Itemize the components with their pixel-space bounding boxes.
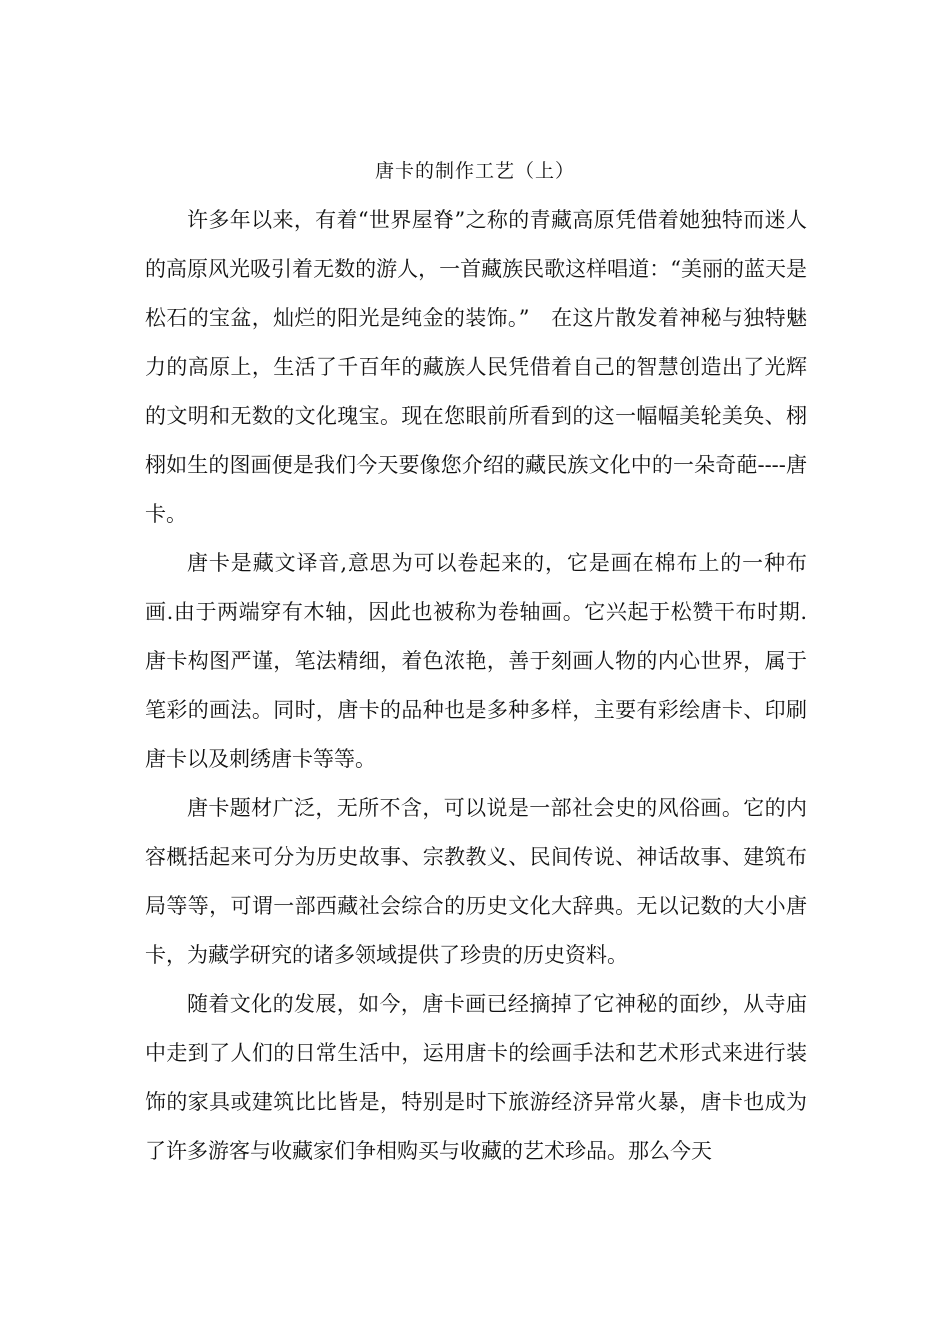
document-title: 唐卡的制作工艺（上）	[374, 160, 575, 182]
paragraph-intro: 许多年以来，有着“世界屋脊”之称的青藏高原凭借着她独特而迷人的高原风光吸引着无数的游人，一首藏族民歌这样唱道：“美丽的蓝天是松石的宝盆，灿烂的阳光是纯金的装饰。” 在这片散发着神秘与独特魅力的高原上，生活了千百年的藏族人民凭借着自己的智慧创造出了光辉的文明和无数的文化瑰宝。现在您眼前所看到的这一幅幅美轮美奂、栩栩如生的图画便是我们今天要像您介绍的藏民族文化中的一朵奇葩----唐卡。	[145, 208, 807, 526]
paragraph-subjects: 唐卡题材广泛，无所不含，可以说是一部社会史的风俗画。它的内容概括起来可分为历史故事、宗教教义、民间传说、神话故事、建筑布局等等，可谓一部西藏社会综合的历史文化大辞典。无以记数的大小唐卡，为藏学研究的诸多领域提供了珍贵的历史资料。	[145, 796, 807, 967]
paragraph-development: 随着文化的发展，如今，唐卡画已经摘掉了它神秘的面纱，从寺庙中走到了人们的日常生活中，运用唐卡的绘画手法和艺术形式来进行装饰的家具或建筑比比皆是，特别是时下旅游经济异常火暴，唐卡也成为了许多游客与收藏家们争相购买与收藏的艺术珍品。那么今天	[145, 992, 807, 1163]
paragraph-definition: 唐卡是藏文译音,意思为可以卷起来的，它是画在棉布上的一种布画.由于两端穿有木轴，因此也被称为卷轴画。它兴起于松赞干布时期.唐卡构图严谨，笔法精细，着色浓艳，善于刻画人物的内心世界，属于笔彩的画法。同时，唐卡的品种也是多种多样，主要有彩绘唐卡、印刷唐卡以及刺绣唐卡等等。	[145, 551, 807, 771]
document-body	[145, 196, 807, 1176]
